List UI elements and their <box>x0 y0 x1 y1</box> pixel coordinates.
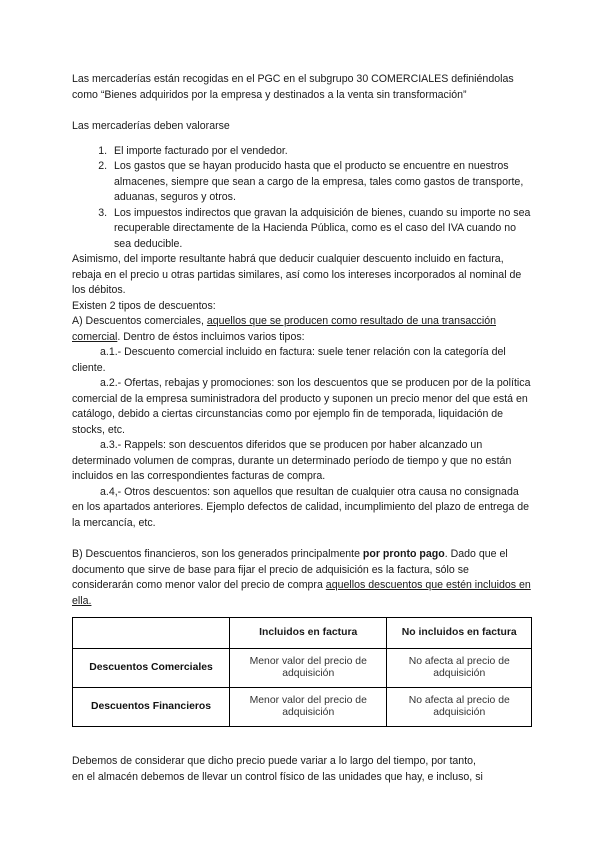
commercial-definition: aquellos que se producen como resultado de una transacción comercial <box>72 315 496 343</box>
commercial-suffix: . Dentro de éstos incluimos varios tipos: <box>117 330 305 343</box>
closing-paragraph <box>72 754 532 785</box>
commercial-prefix: A) Descuentos comerciales, <box>72 315 207 327</box>
table-header-not-included: No incluidos en factura <box>387 618 532 649</box>
document-body <box>72 72 532 785</box>
subtype-a2: a.2.- Ofertas, rebajas y promociones: son los descuentos que se producen por de la política comercial de la empresa suministradora del producto y suponen un precio menor del que está en catálogo, debido a ciertas circunstancias como por ejemplo fin de temporada, liquidación de stocks, etc. <box>72 377 531 436</box>
commercial-discounts-paragraph <box>72 314 532 345</box>
table-cell: No afecta al precio de adquisición <box>387 649 532 688</box>
financial-bold: por pronto pago <box>362 548 445 560</box>
subtype-a3: a.3.- Rappels: son descuentos diferidos que se producen por haber alcanzado un determinado volumen de compras, durante un determinado período de tiempo y que no están incluidos en las correspondientes facturas de compra. <box>72 439 512 482</box>
financial-underlined: aquellos descuentos que estén incluidos en ella. <box>72 579 531 607</box>
table-header-included: Incluidos en factura <box>230 618 387 649</box>
subtype-a4: a.4,- Otros descuentos: son aquellos que resultan de cualquier otra causa no consignada en los apartados anteriores. Ejemplo defectos de calidad, incumplimiento del plazo de entrega de la mercancía, etc. <box>72 485 529 529</box>
deduction-paragraph: Asimismo, del importe resultante habrá que deducir cualquier descuento incluido en factura, rebaja en el precio u otras partidas similares, así como los intereses incorporados al nominal de los débitos. <box>72 253 522 296</box>
table-cell: No afecta al precio de adquisición <box>387 688 532 727</box>
valuation-list <box>72 144 532 253</box>
table-header-row <box>73 618 532 649</box>
financial-prefix: B) Descuentos financieros, son los generados principalmente <box>72 548 363 560</box>
table-row <box>73 688 532 727</box>
table-row-label: Descuentos Comerciales <box>73 649 230 688</box>
subtype-a1: a.1.- Descuento comercial incluido en factura: suele tener relación con la categoría del cliente. <box>72 346 506 374</box>
discounts-table <box>72 617 532 727</box>
table-row-label: Descuentos Financieros <box>73 688 230 727</box>
financial-discounts-paragraph <box>72 547 532 609</box>
list-item: 1. El importe facturado por el vendedor. <box>110 144 532 160</box>
closing-line: Debemos de considerar que dicho precio puede variar a lo largo del tiempo, por tanto, <box>72 755 476 767</box>
financial-middle: . Dado que el documento que sirve de base para fijar el precio de adquisición es la factura, sólo se considerarán como menor valor del precio de compra <box>72 548 508 591</box>
table-cell: Menor valor del precio de adquisición <box>230 649 387 688</box>
intro-paragraph: Las mercaderías están recogidas en el PGC en el subgrupo 30 COMERCIALES definiéndolas como “Bienes adquiridos por la empresa y destinados a la venta sin transformación” <box>72 73 514 101</box>
table-header-empty <box>73 618 230 649</box>
table-row <box>73 649 532 688</box>
table-cell: Menor valor del precio de adquisición <box>230 688 387 727</box>
list-item: 2. Los gastos que se hayan producido hasta que el producto se encuentre en nuestros almacenes, siempre que sean a cargo de la empresa, tales como gastos de transporte, aduanas, seguros y otros. <box>110 159 532 206</box>
valuation-title: Las mercaderías deben valorarse <box>72 120 230 132</box>
closing-line: en el almacén debemos de llevar un control físico de las unidades que hay, e incluso, si <box>72 770 483 783</box>
list-item: 3. Los impuestos indirectos que gravan la adquisición de bienes, cuando su importe no sea recuperable directamente de la Hacienda Pública, como es el caso del IVA cuando no sea deducible. <box>110 206 532 253</box>
types-intro: Existen 2 tipos de descuentos: <box>72 299 216 312</box>
